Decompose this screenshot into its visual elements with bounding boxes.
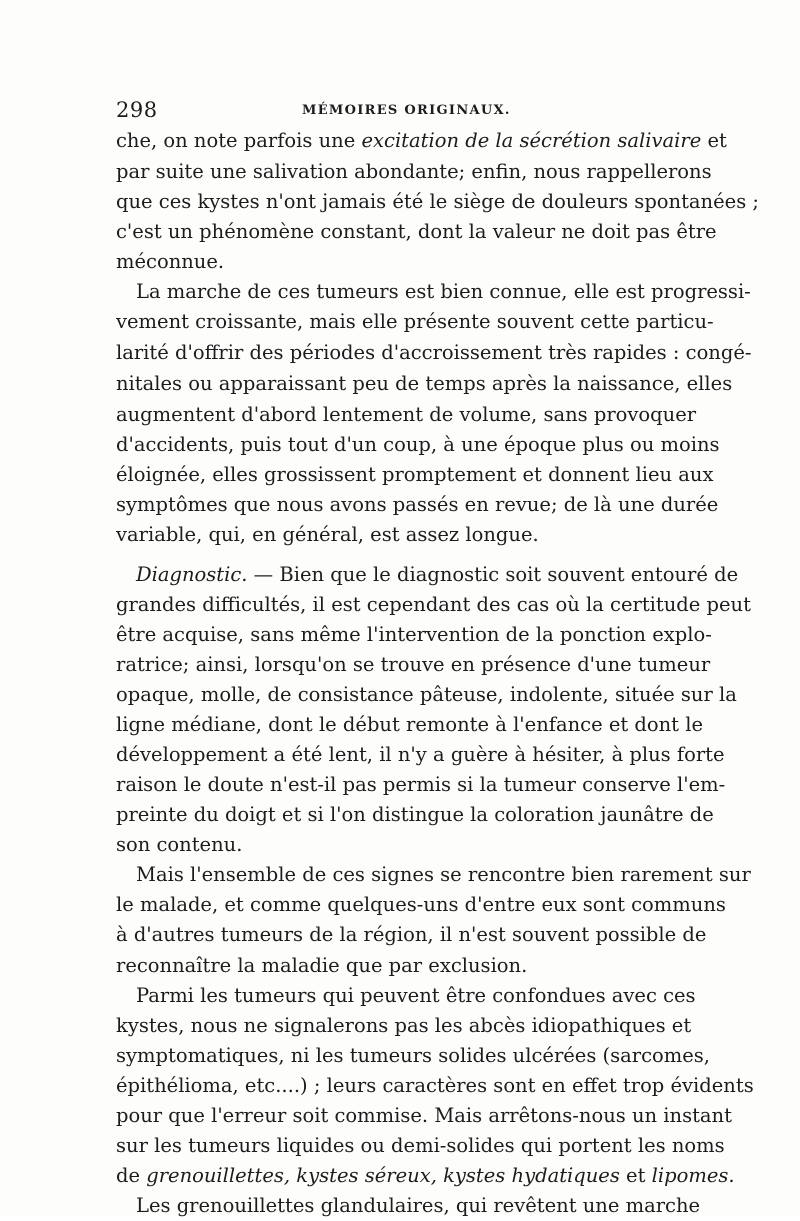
text-line	[116, 590, 751, 620]
page-header	[116, 98, 686, 124]
text-run: que ces kystes n'ont jamais été le siège de douleurs spontanées ;	[116, 190, 759, 213]
text-run: opaque, molle, de consistance pâteuse, indolente, située sur la	[116, 683, 737, 706]
text-run: che, on note parfois une	[116, 129, 362, 152]
text-run: sur les tumeurs liquides ou demi-solides qui portent les noms	[116, 1134, 725, 1157]
text-line	[116, 1131, 725, 1161]
text-line	[116, 830, 686, 860]
text-run: La marche de ces tumeurs est bien connue, elle est progressi-	[136, 280, 751, 303]
text-line	[116, 920, 707, 950]
text-run: nitales ou apparaissant peu de temps après la naissance, elles	[116, 372, 733, 395]
text-run: raison le doute n'est-il pas permis si la tumeur conserve l'em-	[116, 773, 726, 796]
text-line	[116, 430, 720, 460]
text-line	[116, 187, 759, 217]
text-line	[116, 800, 714, 830]
text-line	[116, 338, 752, 368]
text-run: et	[619, 1164, 652, 1187]
text-line	[116, 307, 714, 337]
text-run: épithélioma, etc....) ; leurs caractères sont en effet trop évidents	[116, 1074, 754, 1097]
text-line	[116, 740, 725, 770]
text-line	[116, 1071, 754, 1101]
text-run: symptomatiques, ni les tumeurs solides ulcérées (sarcomes,	[116, 1044, 711, 1067]
text-run: variable, qui, en général, est assez longue.	[116, 523, 539, 546]
text-run: Les grenouillettes glandulaires, qui revêtent une marche	[136, 1194, 701, 1217]
italic-text: excitation de la sécrétion salivaire	[361, 129, 702, 152]
text-line	[116, 650, 711, 680]
text-line	[116, 710, 703, 740]
text-run: le malade, et comme quelques-uns d'entre eux sont communs	[116, 893, 726, 916]
text-run: ligne médiane, dont le début remonte à l'enfance et dont le	[116, 713, 703, 736]
text-run: reconnaître la maladie que par exclusion.	[116, 954, 528, 977]
text-line	[116, 490, 719, 520]
text-run: grandes difficultés, il est cependant des cas où la certitude peut	[116, 593, 751, 616]
text-run: larité d'offrir des périodes d'accroissement très rapides : congé-	[116, 341, 752, 364]
text-line	[116, 369, 733, 399]
text-line	[116, 1011, 692, 1041]
text-line	[116, 1101, 732, 1131]
text-line	[116, 126, 727, 156]
text-line	[116, 620, 712, 650]
text-run: kystes, nous ne signalerons pas les abcès idiopathiques et	[116, 1014, 692, 1037]
text-run: — Bien que le diagnostic soit souvent entouré de	[247, 563, 739, 586]
text-run: c'est un phénomène constant, dont la valeur ne doit pas être	[116, 220, 717, 243]
text-run: Parmi les tumeurs qui peuvent être confondues avec ces	[136, 984, 696, 1007]
text-line	[116, 680, 737, 710]
text-run: Mais l'ensemble de ces signes se rencontre bien rarement sur	[136, 863, 751, 886]
text-line	[116, 770, 726, 800]
text-run: éloignée, elles grossissent promptement et donnent lieu aux	[116, 463, 714, 486]
text-line	[116, 217, 717, 247]
text-run: méconnue.	[116, 250, 225, 273]
text-line	[116, 951, 686, 981]
text-line	[116, 860, 751, 890]
text-run: pour que l'erreur soit commise. Mais arrêtons-nous un instant	[116, 1104, 732, 1127]
text-line	[116, 400, 697, 430]
text-run: et	[701, 129, 727, 152]
text-run: d'accidents, puis tout d'un coup, à une époque plus ou moins	[116, 433, 720, 456]
text-run: par suite une salivation abondante; enfin, nous rappellerons	[116, 160, 712, 183]
text-run: de	[116, 1164, 147, 1187]
text-line	[116, 890, 726, 920]
text-line	[116, 1041, 711, 1071]
text-line	[116, 247, 686, 277]
text-run: à d'autres tumeurs de la région, il n'est souvent possible de	[116, 923, 707, 946]
running-title: MÉMOIRES ORIGINAUX.	[302, 103, 511, 118]
text-run: vement croissante, mais elle présente souvent cette particu-	[116, 310, 714, 333]
text-run: symptômes que nous avons passés en revue; de là une durée	[116, 493, 719, 516]
text-line	[116, 981, 696, 1011]
page-number: 298	[116, 98, 158, 122]
text-line	[116, 460, 714, 490]
text-line	[116, 1191, 701, 1221]
text-line	[116, 520, 686, 550]
italic-text: Diagnostic.	[136, 563, 248, 586]
text-run: preinte du doigt et si l'on distingue la coloration jaunâtre de	[116, 803, 714, 826]
text-line	[116, 157, 712, 187]
text-line	[116, 277, 751, 307]
text-run: son contenu.	[116, 833, 243, 856]
text-run: développement a été lent, il n'y a guère à hésiter, à plus forte	[116, 743, 725, 766]
italic-text: lipomes.	[651, 1164, 735, 1187]
italic-text: grenouillettes, kystes séreux, kystes hydatiques	[146, 1164, 620, 1187]
text-line	[116, 560, 739, 590]
text-line	[116, 1161, 735, 1191]
text-run: ratrice; ainsi, lorsqu'on se trouve en présence d'une tumeur	[116, 653, 711, 676]
text-run: augmentent d'abord lentement de volume, sans provoquer	[116, 403, 697, 426]
text-run: être acquise, sans même l'intervention de la ponction explo-	[116, 623, 712, 646]
